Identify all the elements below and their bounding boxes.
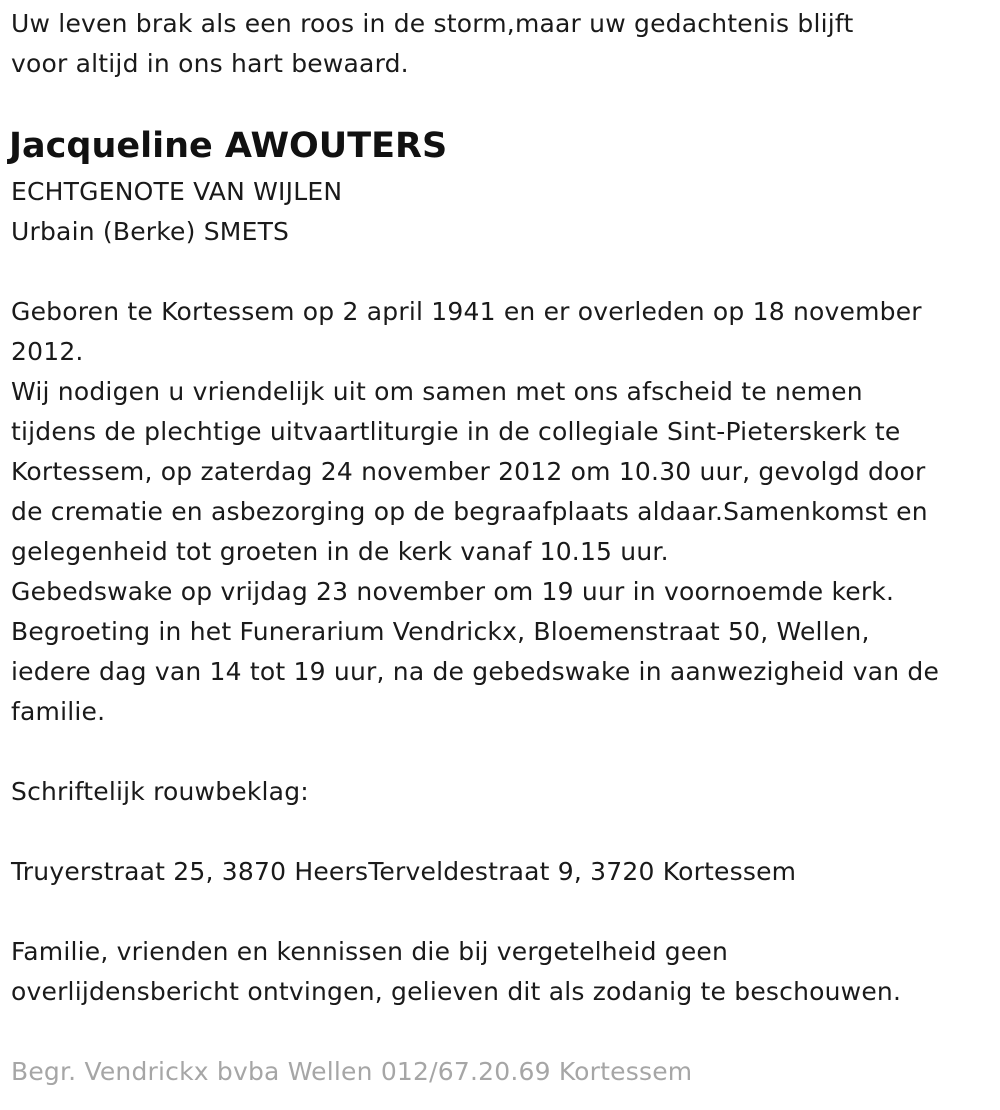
body-line: Geboren te Kortessem op 2 april 1941 en er overleden op 18 november xyxy=(11,297,922,326)
funeral-home-footer: Begr. Vendrickx bvba Wellen 012/67.20.69 Kortessem xyxy=(11,1057,693,1086)
deceased-name: Jacqueline AWOUTERS xyxy=(9,126,448,166)
notice-line-1: Familie, vrienden en kennissen die bij vergetelheid geen xyxy=(11,937,729,966)
relation-text: ECHTGENOTE VAN WIJLEN xyxy=(11,177,343,206)
body-line: iedere dag van 14 tot 19 uur, na de gebedswake in aanwezigheid van de xyxy=(11,657,940,686)
notice-line-2: overlijdensbericht ontvingen, gelieven dit als zodanig te beschouwen. xyxy=(11,977,902,1006)
body-line: gelegenheid tot groeten in de kerk vanaf 10.15 uur. xyxy=(11,537,669,566)
body-line: Kortessem, op zaterdag 24 november 2012 om 10.30 uur, gevolgd door xyxy=(11,457,926,486)
body-line: de crematie en asbezorging op de begraafplaats aldaar.Samenkomst en xyxy=(11,497,928,526)
body-line: tijdens de plechtige uitvaartliturgie in de collegiale Sint-Pieterskerk te xyxy=(11,417,901,446)
condolence-addresses: Truyerstraat 25, 3870 HeersTerveldestraat 9, 3720 Kortessem xyxy=(11,857,797,886)
motto-line-1: Uw leven brak als een roos in de storm,maar uw gedachtenis blijft xyxy=(11,9,854,38)
body-line: 2012. xyxy=(11,337,84,366)
body-line: Wij nodigen u vriendelijk uit om samen met ons afscheid te nemen xyxy=(11,377,863,406)
body-line: Begroeting in het Funerarium Vendrickx, Bloemenstraat 50, Wellen, xyxy=(11,617,870,646)
motto-line-2: voor altijd in ons hart bewaard. xyxy=(11,49,409,78)
condolence-heading: Schriftelijk rouwbeklag: xyxy=(11,777,309,806)
spouse-name: Urbain (Berke) SMETS xyxy=(11,217,290,246)
body-line: familie. xyxy=(11,697,106,726)
body-line: Gebedswake op vrijdag 23 november om 19 uur in voornoemde kerk. xyxy=(11,577,895,606)
